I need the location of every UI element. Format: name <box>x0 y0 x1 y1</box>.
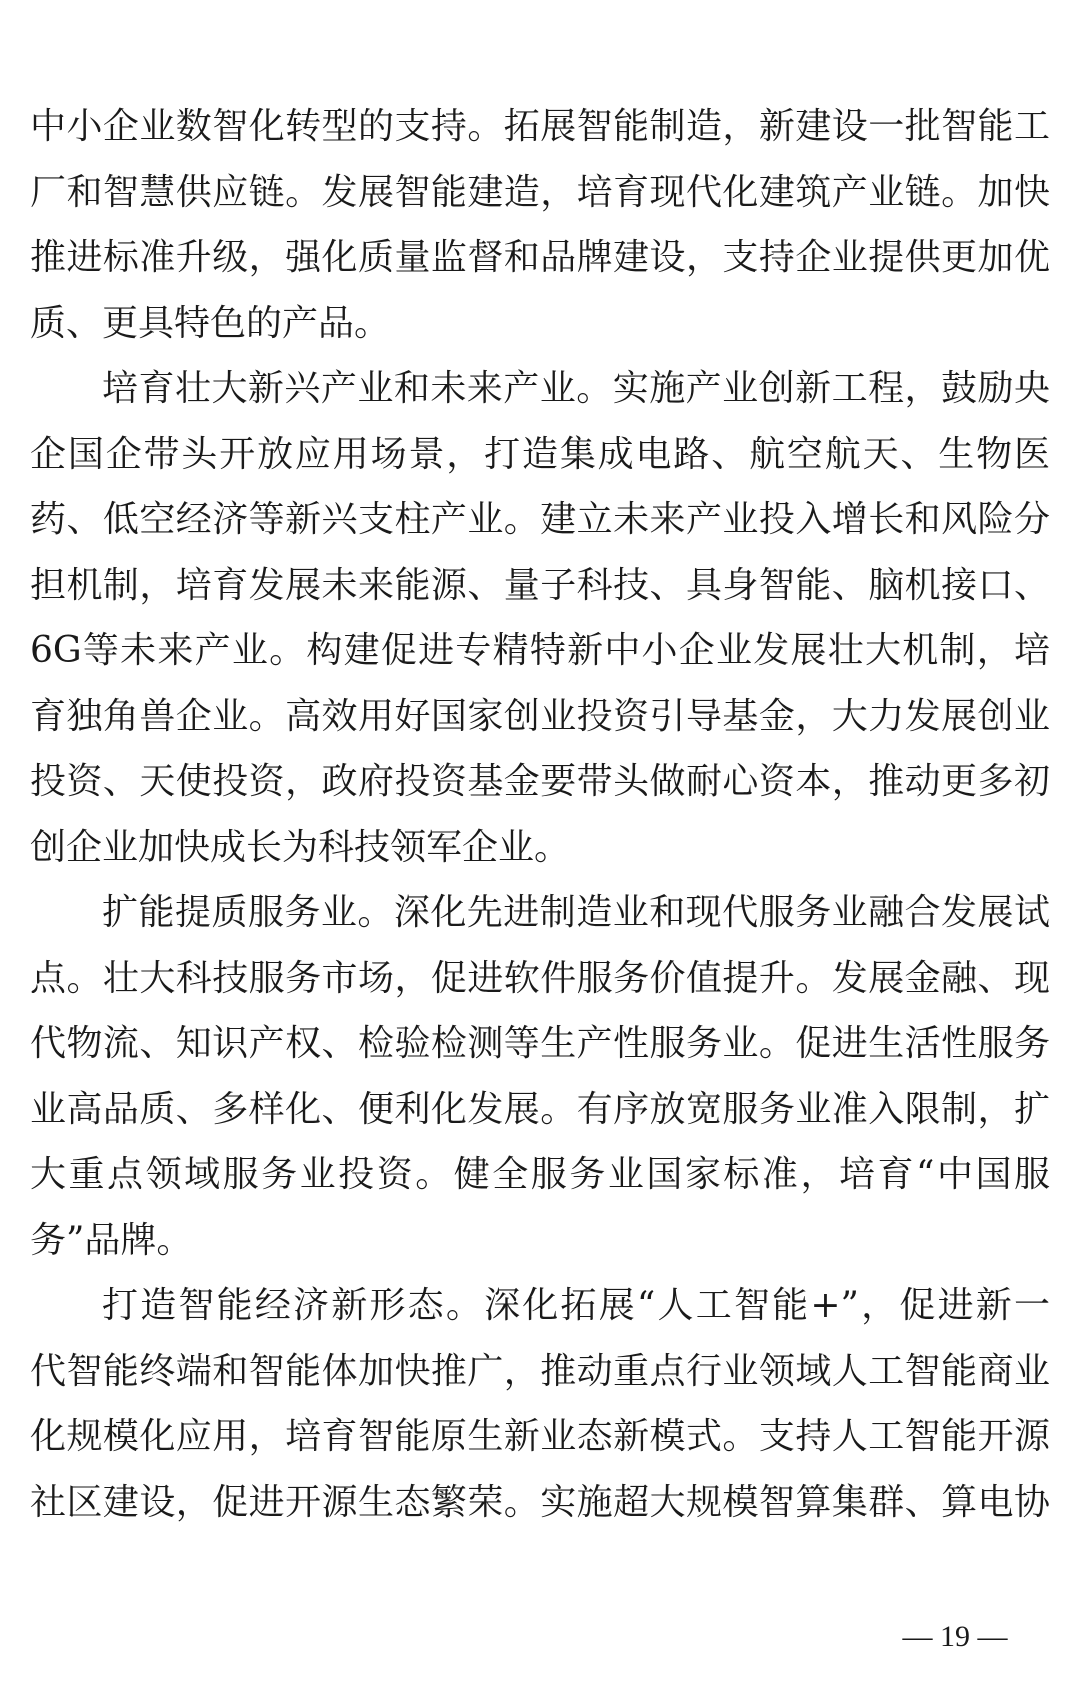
text-line: 代智能终端和智能体加快推广，推动重点行业领域人工智能商业 <box>30 1350 1050 1392</box>
text-line: 推进标准升级，强化质量监督和品牌建设，支持企业提供更加优 <box>30 237 1050 278</box>
text-line: 大重点领域服务业投资。健全服务业国家标准，培育“中国服 <box>30 1154 1050 1195</box>
text-line: 代物流、知识产权、检验检测等生产性服务业。促进生活性服务 <box>30 1023 1050 1064</box>
text-line: 社区建设，促进开源生态繁荣。实施超大规模智算集群、算电协 <box>30 1481 1050 1523</box>
text-line: 点。壮大科技服务市场，促进软件服务价值提升。发展金融、现 <box>30 957 1050 999</box>
body-text <box>30 94 1050 1535</box>
paragraph-start-line: 扩能提质服务业。深化先进制造业和现代服务业融合发展试 <box>102 892 1050 933</box>
text-line: 务”品牌。 <box>30 1219 193 1261</box>
text-line: 厂和智慧供应链。发展智能建造，培育现代化建筑产业链。加快 <box>30 171 1050 213</box>
page-number: — 19 — <box>902 1620 1008 1653</box>
text-line: 企国企带头开放应用场景，打造集成电路、航空航天、生物医 <box>30 433 1050 475</box>
text-line: 质、更具特色的产品。 <box>30 302 391 344</box>
paragraph-start-line: 培育壮大新兴产业和未来产业。实施产业创新工程，鼓励央 <box>102 368 1050 409</box>
text-line: 育独角兽企业。高效用好国家创业投资引导基金，大力发展创业 <box>30 695 1050 737</box>
text-line: 中小企业数智化转型的支持。拓展智能制造，新建设一批智能工 <box>30 106 1050 147</box>
text-line: 担机制，培育发展未来能源、量子科技、具身智能、脑机接口、 <box>30 564 1050 606</box>
text-line: 创企业加快成长为科技领军企业。 <box>30 826 571 868</box>
paragraph-start-line: 打造智能经济新形态。深化拓展“人工智能+”，促进新一 <box>102 1285 1050 1326</box>
text-line: 6G等未来产业。构建促进专精特新中小企业发展壮大机制，培 <box>30 630 1050 671</box>
text-line: 化规模化应用，培育智能原生新业态新模式。支持人工智能开源 <box>30 1416 1050 1457</box>
text-line: 业高品质、多样化、便利化发展。有序放宽服务业准入限制，扩 <box>30 1088 1050 1130</box>
text-line: 药、低空经济等新兴支柱产业。建立未来产业投入增长和风险分 <box>30 499 1050 540</box>
text-line: 投资、天使投资，政府投资基金要带头做耐心资本，推动更多初 <box>30 761 1050 802</box>
